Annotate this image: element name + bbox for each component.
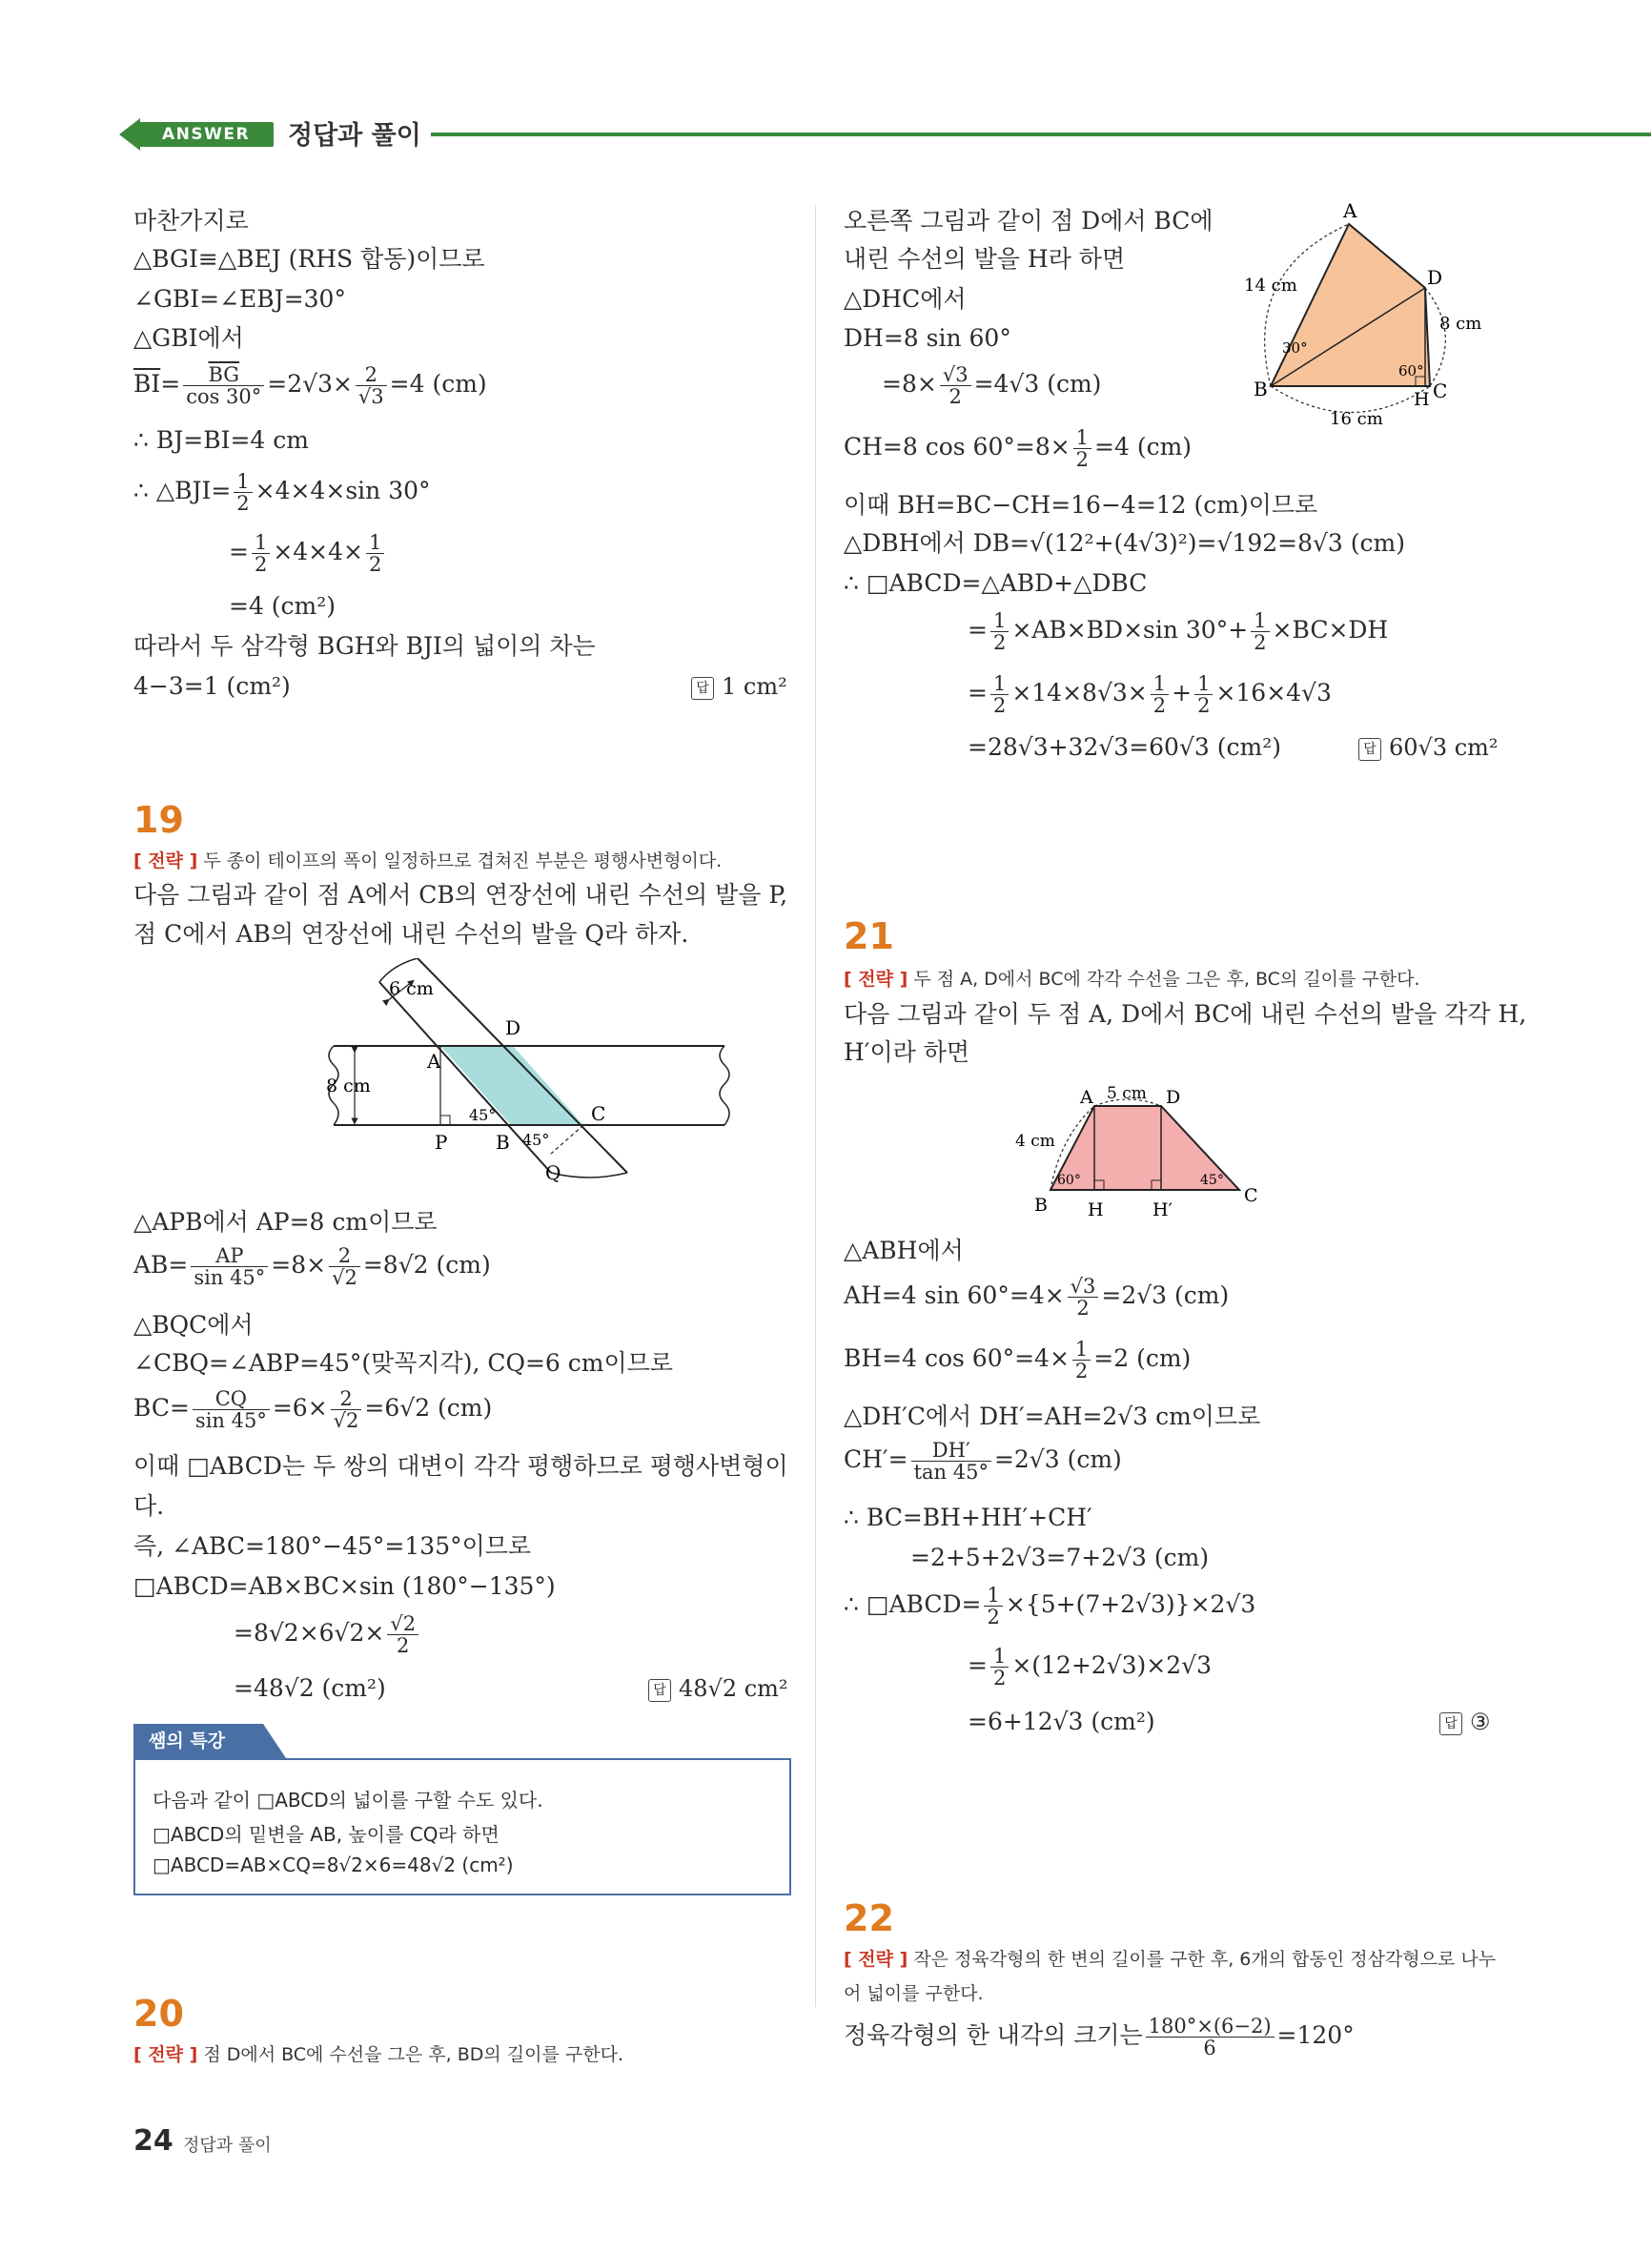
fraction-numerator: √2 (387, 1613, 418, 1635)
math-text: =120° (1276, 2021, 1355, 2050)
fraction (1151, 673, 1169, 716)
fraction (990, 1646, 1009, 1689)
answer-21 (1439, 1709, 1491, 1735)
fraction-denominator: 2 (1075, 448, 1090, 472)
math-text: =8√2×6√2× (234, 1619, 385, 1648)
tip-title: 쌤의 특강 (133, 1724, 263, 1758)
fraction-denominator: √2 (333, 1409, 359, 1433)
footer-label: 정답과 풀이 (183, 2136, 272, 2156)
fraction-numerator: 180°×(6−2) (1146, 2016, 1275, 2038)
label-b: B (496, 1131, 510, 1154)
fraction (193, 1388, 270, 1431)
solution-line: 따라서 두 삼각형 BGH와 BJI의 넓이의 차는 (133, 632, 596, 660)
label-5cm: 5 cm (1107, 1084, 1147, 1103)
fraction-denominator: √2 (332, 1266, 357, 1290)
math-text: ×(12+2√3)×2√3 (1011, 1651, 1212, 1680)
strategy-tag: [ 전략 ] (844, 969, 908, 990)
tip-line: □ABCD=AB×CQ=8√2×6=48√2 (cm²) (153, 1854, 514, 1876)
fraction-numerator: 1 (234, 471, 252, 493)
teacher-tip-box (133, 1724, 789, 1895)
math-text: AB= (133, 1251, 189, 1280)
question-number-19: 19 (133, 799, 184, 841)
fraction-numerator: 2 (356, 364, 387, 386)
fraction (191, 1245, 268, 1288)
label-45deg: 45° (1200, 1173, 1224, 1188)
solution-line: △BQC에서 (133, 1311, 254, 1339)
math-text: = (968, 1651, 988, 1680)
fraction-numerator: CQ (193, 1388, 270, 1410)
math-text: =6× (272, 1394, 328, 1423)
strategy-text: 두 점 A, D에서 BC에 각각 수선을 그은 후, BC의 길이를 구한다. (913, 969, 1420, 990)
label-8cm: 8 cm (1439, 314, 1482, 334)
label-c: C (591, 1102, 606, 1125)
label-h: H (1414, 389, 1430, 410)
label-14cm: 14 cm (1244, 276, 1297, 296)
math-text: =8× (271, 1251, 327, 1280)
math-text: CH=8 cos 60°=8× (844, 433, 1071, 461)
fraction (183, 364, 264, 407)
figure-21-trapezoid (1015, 1077, 1301, 1220)
answer-badge: ANSWER (138, 122, 274, 147)
solution-line: DH=8 sin 60° (844, 324, 1011, 352)
math-text: =4 (cm) (1094, 433, 1193, 461)
strategy-text: 두 종이 테이프의 폭이 일정하므로 겹쳐진 부분은 평행사변형이다. (203, 850, 723, 871)
solution-line: △ABH에서 (844, 1237, 964, 1264)
solution-line: 내린 수선의 발을 H라 하면 (844, 245, 1126, 273)
fraction-denominator: sin 45° (194, 1409, 267, 1433)
solution-line: 이때 BH=BC−CH=16−4=12 (cm)이므로 (844, 491, 1318, 519)
math-text: BC= (133, 1394, 190, 1423)
fraction (387, 1613, 418, 1656)
solution-line (968, 1646, 1212, 1689)
fraction-denominator: 2 (992, 631, 1007, 655)
fraction-numerator: 2 (329, 1245, 360, 1267)
figure-19-tapes (305, 958, 744, 1197)
label-8cm: 8 cm (326, 1075, 371, 1096)
solution-line: △GBI에서 (133, 324, 244, 352)
fraction-numerator: AP (191, 1245, 268, 1267)
fraction-denominator: tan 45° (913, 1461, 989, 1485)
math-text: ×AB×BD×sin 30°+ (1011, 616, 1249, 645)
answer-mark-icon: 답 (691, 677, 714, 700)
label-b: B (1034, 1195, 1048, 1216)
answer-value: ③ (1470, 1709, 1491, 1735)
label-4cm: 4 cm (1015, 1132, 1055, 1151)
fraction-denominator: 2 (1254, 631, 1267, 655)
fraction-denominator: 2 (1076, 1297, 1090, 1321)
label-60deg: 60° (1057, 1173, 1081, 1188)
solution-line (133, 1245, 491, 1288)
solution-line (844, 1585, 1255, 1628)
solution-line: ∴ BC=BH+HH′+CH′ (844, 1504, 1092, 1531)
label-a: A (427, 1050, 441, 1073)
solution-line: 4−3=1 (cm²) (133, 672, 291, 700)
fraction (1194, 673, 1213, 716)
solution-line: =6+12√3 (cm²) (968, 1708, 1155, 1735)
segment-label: $\overline{BI}$ (133, 370, 161, 399)
strategy-text: 점 D에서 BC에 수선을 그은 후, BD의 길이를 구한다. (203, 2044, 623, 2065)
answer-value: 1 cm² (722, 673, 787, 700)
solution-line: △DHC에서 (844, 285, 967, 313)
math-text: =2√3 (cm) (1101, 1281, 1230, 1310)
label-d: D (505, 1016, 521, 1039)
fraction-denominator: 6 (1203, 2037, 1216, 2060)
solution-line (844, 1339, 1191, 1382)
fraction (940, 364, 971, 407)
math-text: =8√2 (cm) (362, 1251, 491, 1280)
fraction (1073, 427, 1091, 470)
solution-line: 이때 □ABCD는 두 쌍의 대변이 각각 평행하므로 평행사변형이 (133, 1452, 788, 1480)
solution-line: 다음 그림과 같이 두 점 A, D에서 BC에 내린 수선의 발을 각각 H, (844, 1000, 1527, 1028)
fraction-denominator: 2 (236, 492, 250, 516)
label-16cm: 16 cm (1330, 409, 1383, 429)
solution-line: =48√2 (cm²) (234, 1674, 386, 1702)
math-text: ×16×4√3 (1215, 679, 1332, 707)
solution-line: =4 (cm²) (229, 592, 337, 620)
label-30deg: 30° (1282, 339, 1308, 357)
solution-line: △DBH에서 DB=√(12²+(4√3)²)=√192=8√3 (cm) (844, 529, 1405, 557)
fraction (234, 471, 252, 514)
fraction-numerator: 1 (1251, 610, 1269, 632)
fraction (1072, 1339, 1091, 1382)
answer-value: 60√3 cm² (1389, 734, 1499, 761)
fraction (911, 1440, 991, 1483)
fraction-denominator: 2 (948, 385, 962, 409)
solution-line (133, 1388, 492, 1431)
solution-line: ∴ BJ=BI=4 cm (133, 426, 309, 454)
fraction-numerator: 1 (990, 1646, 1009, 1668)
fraction-numerator: DH′ (911, 1440, 991, 1462)
label-a: A (1080, 1087, 1093, 1108)
fraction-denominator: 2 (992, 694, 1007, 718)
solution-line: 마찬가지로 (133, 207, 249, 235)
solution-line: =28√3+32√3=60√3 (cm²) (968, 733, 1281, 761)
page-number: 24 (133, 2124, 173, 2158)
fraction-numerator: 1 (1194, 673, 1213, 695)
fraction (366, 532, 384, 575)
math-text: ∴ □ABCD= (844, 1590, 982, 1619)
math-text: =2√3× (267, 370, 353, 399)
solution-line: =2+5+2√3=7+2√3 (cm) (910, 1544, 1210, 1571)
fraction (1251, 610, 1269, 653)
fraction-denominator: 2 (368, 553, 382, 577)
strategy-22 (844, 1945, 1496, 1971)
tip-body (133, 1758, 791, 1894)
label-6cm: 6 cm (389, 978, 434, 999)
solution-line (882, 364, 1101, 407)
solution-line: ∠CBQ=∠ABP=45°(맞꼭지각), CQ=6 cm이므로 (133, 1349, 673, 1377)
solution-line: □ABCD=AB×BC×sin (180°−135°) (133, 1572, 556, 1600)
label-p: P (435, 1131, 448, 1154)
header-title: 정답과 풀이 (288, 121, 421, 151)
math-text: ×4×4× (273, 538, 363, 566)
math-text: ×{5+(7+2√3)}×2√3 (1005, 1590, 1256, 1619)
page-header (0, 0, 1652, 162)
math-text: = (968, 679, 988, 707)
label-d: D (1166, 1087, 1181, 1108)
tip-line: 다음과 같이 □ABCD의 넓이를 구할 수도 있다. (153, 1789, 543, 1812)
solution-line (844, 1440, 1122, 1483)
label-h-prime: H′ (1152, 1199, 1173, 1220)
fraction-denominator: 2 (397, 1634, 410, 1658)
fraction (356, 364, 387, 407)
question-number-22: 22 (844, 1897, 894, 1939)
label-b: B (1254, 378, 1268, 400)
answer-value: 48√2 cm² (679, 1675, 788, 1702)
fraction (331, 1388, 362, 1431)
answer-l18 (691, 673, 787, 700)
fraction-numerator: 1 (1151, 673, 1169, 695)
solution-line (133, 471, 431, 514)
strategy-20 (133, 2040, 623, 2066)
fraction-numerator: 1 (984, 1585, 1002, 1607)
label-q: Q (545, 1161, 561, 1184)
fraction-numerator: 1 (366, 532, 384, 554)
fraction-numerator: $\overline{BG}$ (183, 364, 264, 386)
figure-20-quadrilateral (1244, 200, 1492, 429)
math-text: + (1172, 679, 1193, 707)
solution-line (234, 1613, 421, 1656)
math-text: =6√2 (cm) (364, 1394, 493, 1423)
strategy-22-cont: 어 넓이를 구한다. (844, 1983, 984, 2004)
solution-line (844, 1276, 1229, 1319)
header-flag-shape (119, 118, 140, 151)
label-c: C (1433, 379, 1448, 402)
fraction-numerator: √3 (1068, 1276, 1099, 1298)
solution-line: △DH′C에서 DH′=AH=2√3 cm이므로 (844, 1403, 1261, 1430)
solution-line: △APB에서 AP=8 cm이므로 (133, 1208, 438, 1236)
solution-line (229, 532, 387, 575)
fraction (990, 610, 1009, 653)
solution-line: H′이라 하면 (844, 1038, 970, 1066)
fraction (329, 1245, 360, 1288)
fraction-denominator: 2 (254, 553, 268, 577)
solution-line: △BGI≡△BEJ (RHS 합동)이므로 (133, 245, 485, 273)
answer-19 (648, 1675, 788, 1702)
answer-20 (1358, 734, 1499, 761)
solution-line (968, 610, 1388, 653)
solution-line (133, 364, 487, 407)
solution-line: 오른쪽 그림과 같이 점 D에서 BC에 (844, 207, 1214, 235)
fraction-denominator: sin 45° (194, 1266, 266, 1290)
solution-line (968, 673, 1332, 716)
math-text: 정육각형의 한 내각의 크기는 (844, 2021, 1143, 2050)
answer-mark-icon: 답 (1439, 1712, 1462, 1735)
answer-mark-icon: 답 (648, 1679, 671, 1702)
label-d: D (1427, 266, 1443, 289)
fraction (1068, 1276, 1099, 1319)
fraction-numerator: √3 (940, 364, 971, 386)
fraction-denominator: cos 30° (186, 385, 262, 409)
math-text: ×14×8√3× (1011, 679, 1148, 707)
strategy-tag: [ 전략 ] (133, 2044, 198, 2065)
solution-line: 다음 그림과 같이 점 A에서 CB의 연장선에 내린 수선의 발을 P, (133, 881, 788, 909)
solution-line: 점 C에서 AB의 연장선에 내린 수선의 발을 Q라 하자. (133, 920, 689, 948)
answer-mark-icon: 답 (1358, 738, 1381, 761)
tip-line: □ABCD의 밑변을 AB, 높이를 CQ라 하면 (153, 1823, 500, 1846)
solution-line (844, 2016, 1355, 2058)
fraction (990, 673, 1009, 716)
parallelogram-abcd (440, 1046, 583, 1125)
fraction-numerator: 1 (1072, 1339, 1091, 1361)
label-h: H (1088, 1199, 1104, 1220)
math-text: =2√3 (cm) (993, 1445, 1122, 1474)
math-text: CH′= (844, 1445, 908, 1474)
math-text: AH=4 sin 60°=4× (844, 1281, 1065, 1310)
math-text: = (160, 370, 181, 399)
fraction-denominator: 2 (987, 1606, 1000, 1629)
solution-line (844, 427, 1192, 470)
label-60deg: 60° (1398, 362, 1424, 379)
math-text: BH=4 cos 60°=4× (844, 1344, 1070, 1373)
strategy-tag: [ 전략 ] (133, 850, 198, 871)
strategy-tag: [ 전략 ] (844, 1949, 908, 1970)
math-text: =4 (cm) (389, 370, 487, 399)
label-45-2: 45° (522, 1131, 550, 1149)
fraction-denominator: 2 (1152, 694, 1167, 718)
math-text: =8× (882, 370, 937, 399)
math-text: =4√3 (cm) (973, 370, 1102, 399)
solution-line: ∴ □ABCD=△ABD+△DBC (844, 569, 1148, 597)
label-c: C (1244, 1185, 1258, 1206)
math-text: ×BC×DH (1272, 616, 1389, 645)
math-text: ∴ △BJI= (133, 477, 232, 505)
solution-line: ∠GBI=∠EBJ=30° (133, 285, 346, 313)
fraction-numerator: 1 (990, 610, 1009, 632)
strategy-21 (844, 965, 1420, 991)
label-a: A (1343, 200, 1357, 222)
solution-line: 즉, ∠ABC=180°−45°=135°이므로 (133, 1532, 532, 1560)
label-45-1: 45° (469, 1106, 497, 1124)
fraction-denominator: √3 (357, 385, 384, 409)
strategy-text: 작은 정육각형의 한 변의 길이를 구한 후, 6개의 합동인 정삼각형으로 나누 (913, 1949, 1497, 1970)
solution-line: 다. (133, 1492, 165, 1520)
column-divider (815, 205, 816, 2007)
question-number-20: 20 (133, 1993, 184, 2035)
fraction (1146, 2016, 1275, 2058)
question-number-21: 21 (844, 915, 894, 957)
fraction-numerator: 1 (252, 532, 270, 554)
fraction-denominator: 2 (1074, 1360, 1089, 1383)
fraction-denominator: 2 (1197, 694, 1211, 718)
fraction-numerator: 1 (1073, 427, 1091, 449)
math-text: = (229, 538, 249, 566)
math-text: = (968, 616, 988, 645)
strategy-19 (133, 847, 722, 872)
fraction (252, 532, 270, 575)
fraction-denominator: 2 (992, 1667, 1007, 1690)
fraction (984, 1585, 1002, 1628)
math-text: ×4×4×sin 30° (255, 477, 431, 505)
header-rule (431, 133, 1651, 136)
fraction-numerator: 1 (990, 673, 1009, 695)
math-text: =2 (cm) (1093, 1344, 1192, 1373)
fraction-numerator: 2 (331, 1388, 362, 1410)
